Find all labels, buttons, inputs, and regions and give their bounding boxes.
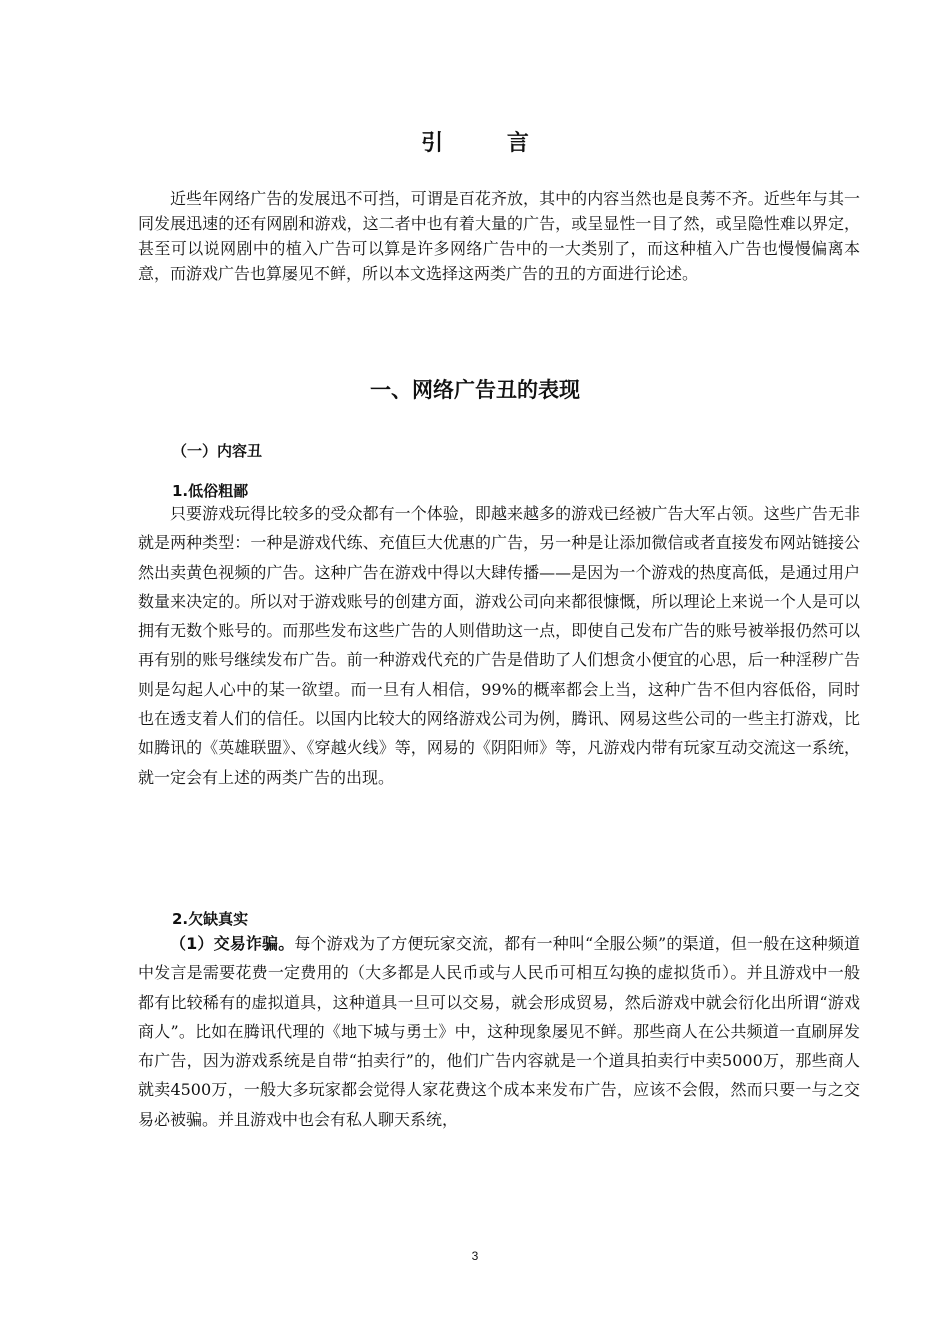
page-number: 3 (471, 1249, 479, 1263)
item2-lead: （1）交易诈骗。 (170, 934, 295, 953)
item1-heading: 1.低俗粗鄙 (172, 482, 249, 500)
section-title: 一、网络广告丑的表现 (370, 378, 580, 402)
item2-paragraph (138, 929, 860, 1134)
item2-text: 每个游戏为了方便玩家交流，都有一种叫“全服公频”的渠道，但一般在这种频道中发言是需要花费一定费用的（大多都是人民币或与人民币可相互勾换的虚拟货币）。并且游戏中一般都有比较稀有的虚拟道具，这种道具一旦可以交易，就会形成贸易，然后游戏中就会衍化出所谓“游戏商人”。比如在腾讯代理的《地下城与勇士》中，这种现象屡见不鲜。那些商人在公共频道一直刷屏发布广告，因为游戏系统是自带“拍卖行”的，他们广告内容就是一个道具拍卖行中卖5000万，那些商人就卖4500万，一般大多玩家都会觉得人家花费这个成本来发布广告，应该不会假，然而只要一与之交易必被骗。并且游戏中也会有私人聊天系统， (138, 934, 860, 1129)
item2-heading: 2.欠缺真实 (172, 910, 249, 928)
intro-paragraph: 近些年网络广告的发展迅不可挡，可谓是百花齐放，其中的内容当然也是良莠不齐。近些年与其一同发展迅速的还有网剧和游戏，这二者中也有着大量的广告，或呈显性一目了然，或呈隐性难以界定，甚至可以说网剧中的植入广告可以算是许多网络广告中的一大类别了，而这种植入广告也慢慢偏离本意，而游戏广告也算屡见不鲜，所以本文选择这两类广告的丑的方面进行论述。 (138, 189, 860, 283)
intro-title: 引 言 (421, 131, 557, 156)
item1-paragraph: 只要游戏玩得比较多的受众都有一个体验，即越来越多的游戏已经被广告大军占领。这些广告无非就是两种类型：一种是游戏代练、充值巨大优惠的广告，另一种是让添加微信或者直接发布网站链接公然出卖黄色视频的广告。这种广告在游戏中得以大肆传播——是因为一个游戏的热度高低，是通过用户数量来决定的。所以对于游戏账号的创建方面，游戏公司向来都很慷慨，所以理论上来说一个人是可以拥有无数个账号的。而那些发布这些广告的人则借助这一点，即使自己发布广告的账号被举报仍然可以再有别的账号继续发布广告。前一种游戏代充的广告是借助了人们想贪小便宜的心思，后一种淫秽广告则是勾起人心中的某一欲望。而一旦有人相信，99%的概率都会上当，这种广告不但内容低俗，同时也在透支着人们的信任。以国内比较大的网络游戏公司为例，腾讯、网易这些公司的一些主打游戏，比如腾讯的《英雄联盟》、《穿越火线》等，网易的《阴阳师》等，凡游戏内带有玩家互动交流这一系统，就一定会有上述的两类广告的出现。 (138, 504, 860, 787)
subsection-heading: （一）内容丑 (172, 442, 263, 460)
